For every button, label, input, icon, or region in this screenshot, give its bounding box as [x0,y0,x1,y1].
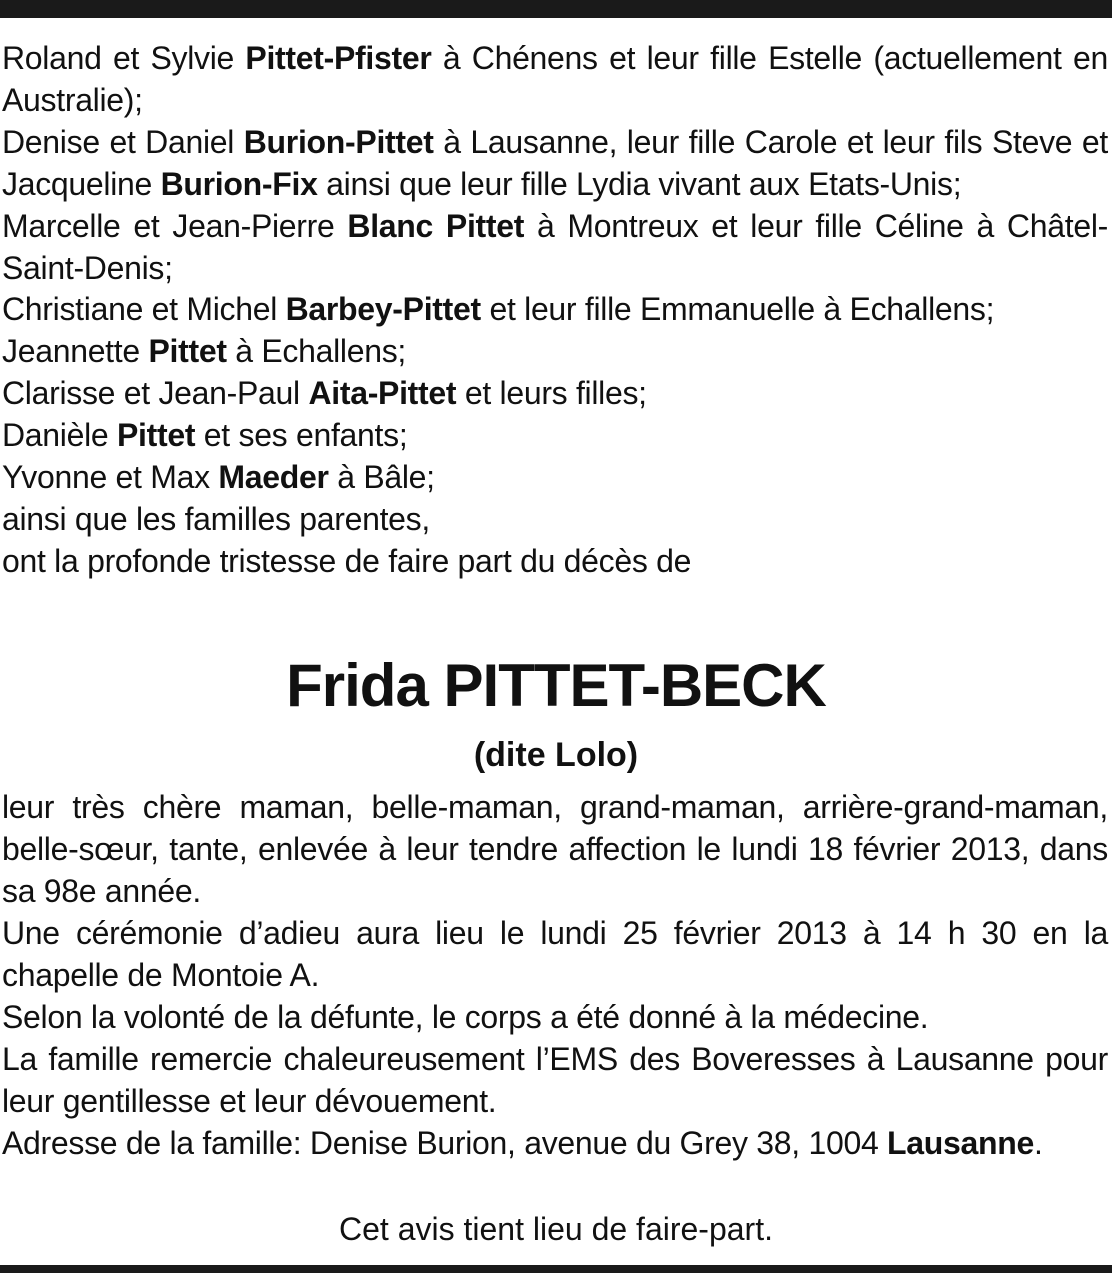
family-line: Yvonne et Max Maeder à Bâle; [2,459,435,496]
body-paragraph: Une cérémonie d’adieu aura lieu le lundi 25 février 2013 à 14 h 30 en la chapelle de Montoie A. [2,915,1108,993]
family-surname: Barbey-Pittet [285,291,481,328]
deceased-nickname: (dite Lolo) [473,736,639,774]
family-address: Adresse de la famille: Denise Burion, avenue du Grey 38, 1004 Lausanne. [2,1125,1043,1161]
family-line: Clarisse et Jean-Paul Aita-Pittet et leurs filles; [2,375,647,412]
family-line: Marcelle et Jean-Pierre Blanc Pittet à Montreux et leur fille Céline à Châtel-Saint-Denis; [2,207,1108,286]
address-city: Lausanne [887,1125,1035,1161]
bottom-rule [0,1265,1112,1273]
family-line: Roland et Sylvie Pittet-Pfister à Chénens et leur fille Estelle (actuellement en Australie); [2,40,1108,118]
family-list [2,38,1108,583]
family-surname: Pittet-Pfister [245,40,432,76]
body-paragraph: La famille remercie chaleureusement l’EMS des Boveresses à Lausanne pour leur gentillesse et leur dévouement. [2,1041,1108,1119]
family-surname: Pittet [117,417,196,454]
notice-body [2,786,1108,1164]
family-surname: Burion-Pittet [243,123,434,160]
deceased-name: Frida PITTET-BECK [286,652,826,719]
family-line: ainsi que les familles parentes, [2,500,430,537]
footer-note: Cet avis tient lieu de faire-part. [339,1211,773,1247]
top-rule [0,0,1112,18]
family-surname: Blanc Pittet [347,207,525,244]
family-surname: Maeder [218,459,329,496]
body-paragraph: Selon la volonté de la défunte, le corps a été donné à la médecine. [2,999,929,1035]
family-line: Christiane et Michel Barbey-Pittet et leur fille Emmanuelle à Echallens; [2,291,995,328]
family-line: Danièle Pittet et ses enfants; [2,417,408,454]
announcement-line: ont la profonde tristesse de faire part du décès de [2,542,692,579]
family-surname: Pittet [148,333,227,370]
family-line: Jeannette Pittet à Echallens; [2,333,406,370]
family-surname: Aita-Pittet [308,375,457,412]
family-line: Denise et Daniel Burion-Pittet à Lausanne, leur fille Carole et leur fils Steve et Jacqueline Burion-Fix ainsi que leur fille Lydia vivant aux Etats-Unis; [2,123,1108,202]
body-paragraph: leur très chère maman, belle-maman, grand-maman, arrière-grand-maman, belle-sœur, tante, enlevée à leur tendre affection le lundi 18 février 2013, dans sa 98e année. [2,789,1108,909]
family-surname: Burion-Fix [160,165,318,202]
